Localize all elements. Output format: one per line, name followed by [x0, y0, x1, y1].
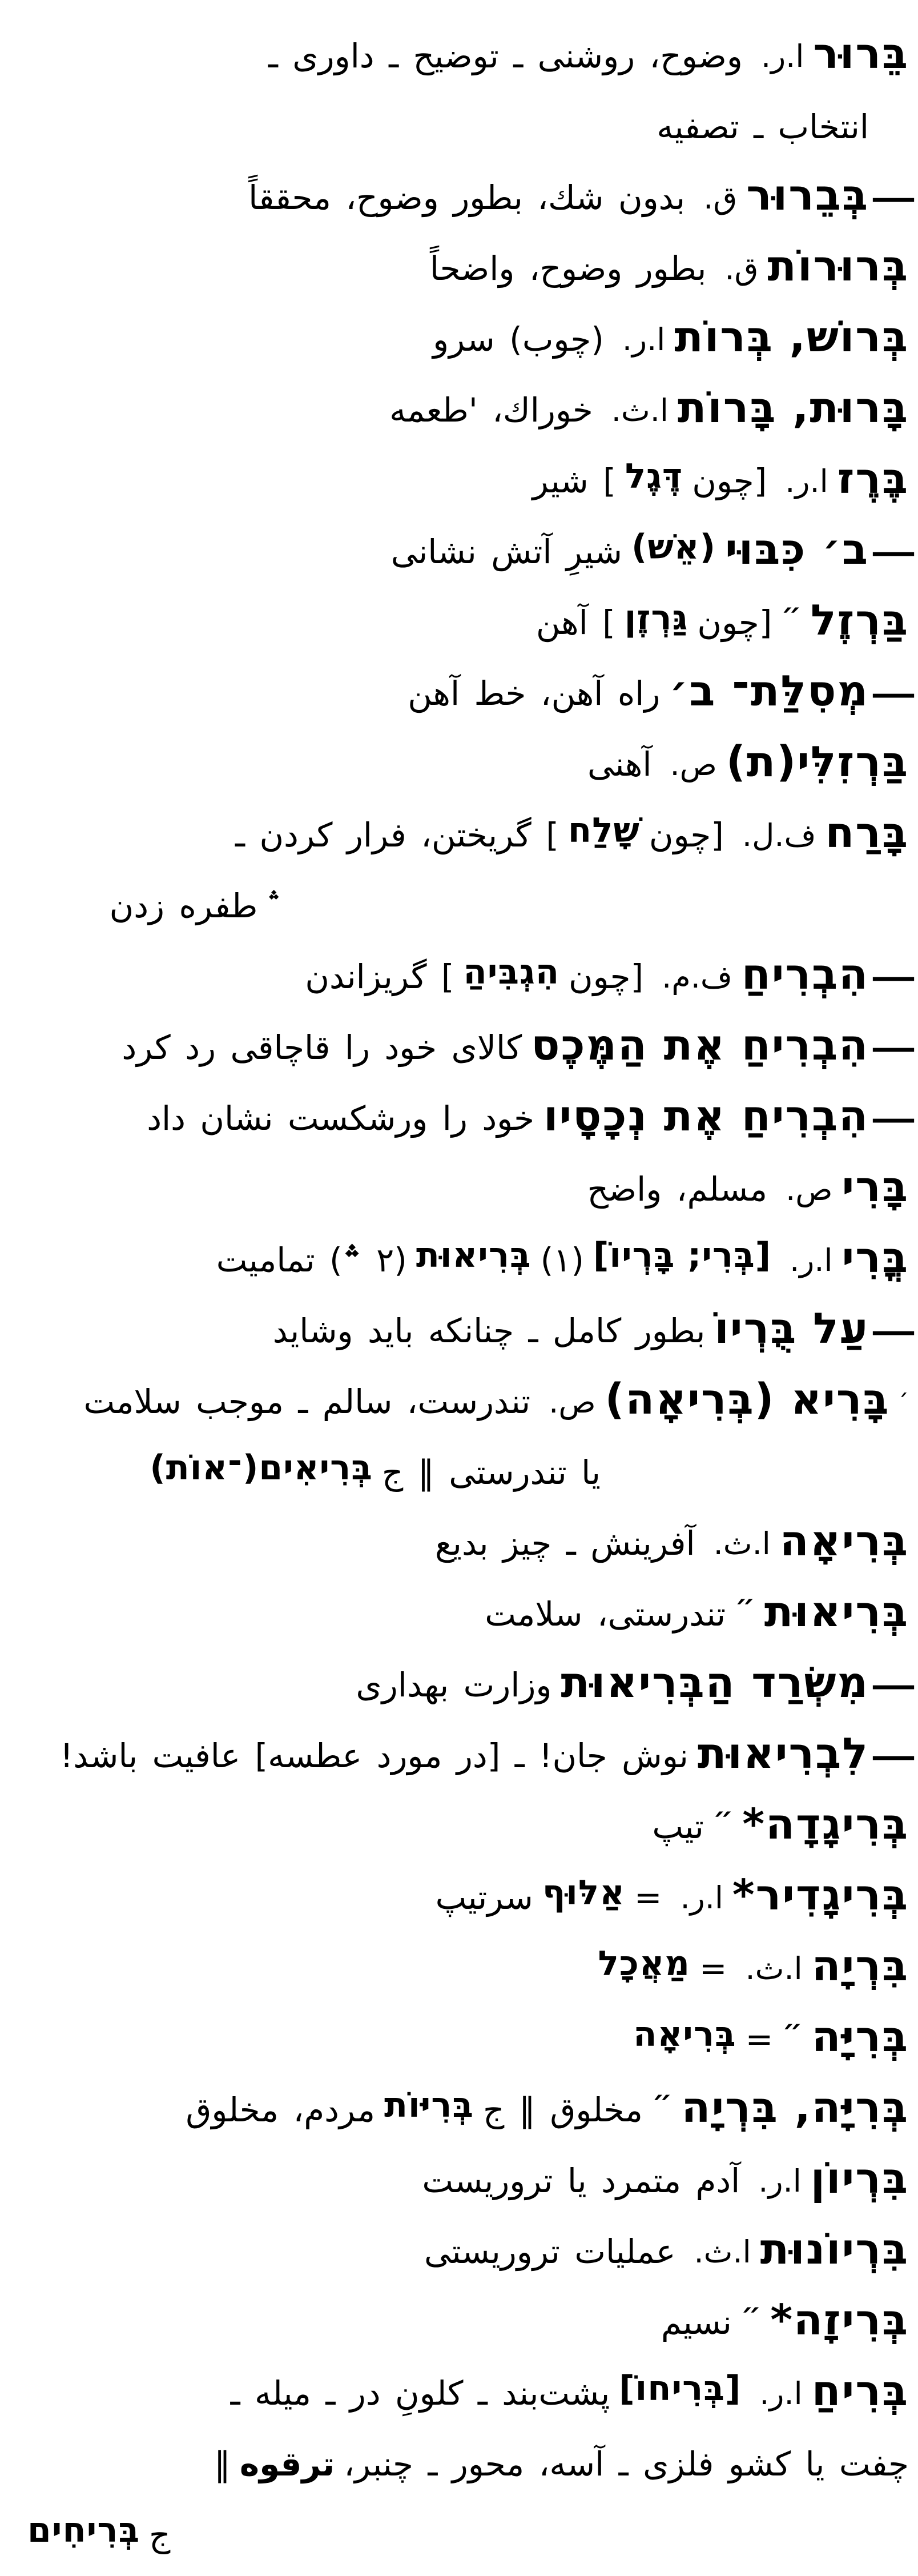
persian-text: خود را ورشكست نشان داد: [147, 1099, 534, 1138]
pos-abbreviation: ا.ر.: [758, 2162, 802, 2199]
subentry-dash: —: [870, 1313, 917, 1349]
headword: בְּרִיָּה, בִּרְיָה: [681, 2083, 909, 2132]
entry-line: [27, 21, 909, 91]
inline-hebrew: אַלּוּף: [542, 1873, 625, 1913]
persian-text: (۲ ؞) تمامیت: [216, 1241, 407, 1279]
headword: הִבְרִיחַ אֶת הַמֶּכֶס: [531, 1021, 869, 1070]
pos-abbreviation: ا.ر.: [760, 38, 804, 74]
pos-abbreviation: ف.ل.: [742, 817, 816, 853]
entry-line: [27, 446, 909, 516]
headword: הִבְרִיחַ: [741, 950, 869, 999]
inline-hebrew: (אֵשׁ): [631, 527, 716, 567]
entry-line: [27, 1154, 909, 1225]
entry-line: [27, 91, 909, 162]
headword: בְּרִיחַ: [811, 2366, 909, 2415]
inline-hebrew: שָׁלַח: [567, 810, 640, 850]
persian-text: =: [699, 1949, 727, 1988]
entry-line: [27, 516, 917, 587]
persian-text: [چون: [692, 462, 767, 500]
headword: ב׳ כִּבּוּי: [725, 525, 869, 574]
entry-line: [27, 375, 909, 446]
persian-text: پشت‌بند ـ كلونِ در ـ میله ـ: [230, 2374, 610, 2413]
subentry-dash: —: [870, 1738, 917, 1774]
persian-text: آدم متمرد یا تروریست: [422, 2161, 740, 2200]
entry-line: [27, 304, 909, 375]
persian-text: ج: [149, 2515, 171, 2554]
persian-text: [چون: [569, 957, 644, 996]
entry-line: [27, 2287, 909, 2358]
pos-abbreviation: ا.ث.: [694, 2233, 751, 2270]
subentry-dash: —: [870, 179, 917, 216]
headword: עַל בֻּרְיוֹ: [714, 1304, 869, 1353]
persian-text: سرتیپ: [435, 1878, 533, 1917]
inline-hebrew: בְּרִיאִים(־אוֹת): [150, 1448, 373, 1488]
entry-line: [27, 1862, 909, 1933]
pos-abbreviation: ا.ث.: [745, 1950, 803, 1987]
persian-text: تندرست، سالم ـ موجب سلامت: [83, 1382, 531, 1421]
inline-hebrew: גַּרְזֶן: [624, 598, 688, 638]
entry-line: [27, 233, 909, 304]
persian-text: بطور وضوح، واضحاً: [429, 249, 707, 288]
inline-hebrew: בְּרִיחִים: [27, 2510, 140, 2550]
pos-abbreviation: ق.: [724, 250, 759, 287]
headword: בְּרוּרוֹת: [767, 242, 909, 291]
headword: בִּרְיָה: [811, 1941, 909, 1991]
entry-line: [27, 729, 909, 800]
headword: בַּרְזִלִּי(ת): [726, 737, 909, 787]
entry-line: [27, 1225, 909, 1295]
headword: מִשְׂרַד הַבְּרִיאוּת: [561, 1658, 869, 1707]
entry-line: [27, 800, 909, 870]
headword: בְּרוֹשׁ, בְּרוֹת: [674, 312, 909, 362]
persian-text: مخلوق ‖ ج: [483, 2091, 643, 2129]
persian-text: كالای خود را قاچاقی رد كرد: [122, 1028, 522, 1067]
persian-text: (چوب) سرو: [433, 320, 604, 359]
inline-hebrew: [בְּרִי; בָּרְיוֹ]: [593, 1235, 772, 1275]
persian-text: مردم، مخلوق: [186, 2091, 376, 2129]
persian-text: یا تندرستی ‖ ج: [381, 1453, 601, 1492]
headword: בָּרִי: [842, 1162, 909, 1211]
persian-text: [چون: [649, 816, 724, 854]
pos-abbreviation: ص.: [786, 1171, 833, 1207]
entry-line: [27, 2499, 909, 2570]
entry-line: [27, 2216, 909, 2287]
subentry-dash: —: [870, 675, 917, 712]
entry-line: [27, 1083, 917, 1154]
headword: בְּרִיאוּת: [764, 1587, 909, 1636]
headword: מְסִלַּת־ ב׳: [669, 667, 869, 716]
subentry-dash: —: [870, 1029, 917, 1066]
persian-text: راه آهن، خط آهن: [408, 674, 661, 713]
entry-line: [27, 2004, 909, 2075]
entry-line: [27, 587, 909, 658]
inline-hebrew: בְּרִיּוֹת: [384, 2085, 474, 2125]
entry-line: [27, 2145, 909, 2216]
persian-text: ‖: [214, 2445, 231, 2483]
persian-text: ] گریختن، فرار كردن ـ: [235, 816, 559, 854]
persian-text: ] شیر: [532, 462, 616, 500]
persian-text: =: [745, 2020, 774, 2059]
entry-line: [27, 1295, 917, 1366]
persian-text: خوراك، 'طعمه: [389, 391, 593, 430]
headword: בְּרִיזָה*: [770, 2296, 909, 2345]
stress-mark: ؞: [267, 887, 281, 916]
pos-abbreviation: ص.: [549, 1383, 596, 1420]
pos-abbreviation: ص.: [670, 746, 717, 783]
ditto-mark: ״: [740, 2297, 762, 2330]
headword: בִּרְיוֹן: [810, 2154, 909, 2203]
entry-line: [27, 1437, 909, 1508]
entry-line: [27, 1650, 917, 1720]
persian-text: شیرِ آتش نشانی: [390, 532, 622, 571]
ditto-mark: ״: [781, 597, 802, 630]
inline-hebrew: הִגְבִּיהַ: [463, 952, 560, 992]
persian-text: نسیم: [661, 2303, 732, 2342]
persian-text-bold: ترقوه: [239, 2445, 335, 2483]
headword: בֵּרוּר: [813, 29, 909, 78]
inline-hebrew: מַאֲכָל: [598, 1944, 690, 1984]
entry-line: [27, 870, 909, 941]
subentry-dash: —: [870, 533, 917, 570]
headword: בְּרִיגָדָה*: [742, 1800, 909, 1849]
pos-abbreviation: ا.ث.: [611, 392, 669, 428]
entry-line: [27, 1366, 909, 1437]
pos-abbreviation: ا.ر.: [680, 1879, 723, 1916]
persian-text: مسلم، واضح: [587, 1170, 768, 1209]
pos-abbreviation: ا.ر.: [790, 1242, 833, 1278]
entry-line: [27, 1579, 909, 1650]
entry-line: [27, 1012, 917, 1083]
pos-abbreviation: ف.م.: [662, 958, 732, 995]
headword: בִּרְיוֹנוּת: [760, 2225, 909, 2274]
subentry-dash: —: [870, 1100, 917, 1137]
headword: בְּבֵרוּר: [746, 171, 869, 220]
persian-text: طفره زدن: [109, 886, 258, 925]
inline-hebrew: בְּרִיאָה: [633, 2015, 736, 2055]
persian-text: تیپ: [652, 1807, 704, 1846]
ditto-mark: ״: [735, 1588, 755, 1622]
ditto-mark: ״: [782, 2013, 803, 2047]
pos-abbreviation: ا.ر.: [759, 2375, 803, 2412]
pos-abbreviation: ا.ث.: [713, 1525, 771, 1562]
inline-hebrew: [בְּרִיחוֹ]: [619, 2369, 742, 2409]
persian-text: انتخاب ـ تصفیه: [657, 107, 869, 146]
entry-line: [27, 1791, 909, 1862]
subentry-dash: —: [870, 958, 917, 995]
persian-text: ] گریزاندن: [305, 957, 454, 996]
stress-mark: ׳: [899, 1383, 909, 1411]
persian-text: بدون شك، بطور وضوح، محققاً: [248, 178, 686, 217]
persian-text: [چون: [697, 603, 772, 642]
persian-text: آهنی: [587, 745, 652, 784]
headword: בַּרְזֶל: [810, 596, 909, 645]
headword: בֶּרֶז: [837, 454, 909, 503]
headword: בָּרִיא (בְּרִיאָה): [605, 1375, 890, 1424]
headword: לִבְרִיאוּת: [697, 1729, 869, 1778]
entry-line: [27, 1508, 909, 1579]
persian-text: وضوح، روشنی ـ توضیح ـ داوری ـ: [268, 37, 743, 75]
headword: בֳּרִי: [842, 1233, 909, 1282]
persian-text: تندرستی، سلامت: [485, 1595, 726, 1634]
persian-text: نوش جان! ـ [در مورد عطسه] عافیت باشد!: [60, 1736, 688, 1775]
inline-hebrew: דֶּגֶל: [625, 456, 683, 496]
entry-line: [27, 1720, 917, 1791]
persian-text: عملیات تروریستی: [424, 2232, 676, 2271]
headword: בָּרַח: [825, 808, 909, 857]
persian-text: (۱): [540, 1241, 584, 1279]
headword: בְּרִיָּה: [811, 2012, 909, 2061]
persian-text: =: [634, 1878, 662, 1917]
pos-abbreviation: ا.ر.: [785, 463, 828, 499]
ditto-mark: ״: [712, 1801, 734, 1834]
persian-text: ] آهن: [536, 603, 615, 642]
headword: בְּרִיאָה: [779, 1516, 909, 1566]
entry-line: [27, 2075, 909, 2145]
headword: הִבְרִיחַ אֶת נְכָסָיו: [543, 1092, 869, 1141]
entry-line: [27, 658, 917, 729]
persian-text: بطور كامل ـ چنانكه باید وشاید: [272, 1311, 706, 1350]
persian-text: چفت یا كشو فلزی ـ آسه، محور ـ چنبر،: [344, 2445, 909, 2483]
entry-line: [27, 941, 917, 1012]
subentry-dash: —: [870, 1667, 917, 1703]
entry-line: [27, 162, 917, 233]
entry-line: [27, 1933, 909, 2004]
persian-text: وزارت بهداری: [356, 1666, 552, 1704]
pos-abbreviation: ا.ر.: [622, 321, 666, 358]
entry-line: [27, 2358, 909, 2429]
entry-line: [27, 2429, 909, 2499]
headword: בְּרִיגָדִיר*: [732, 1871, 909, 1920]
persian-text: آفرینش ـ چیز بدیع: [434, 1524, 695, 1563]
inline-hebrew: בְּרִיאוּת: [416, 1235, 532, 1275]
ditto-mark: ״: [652, 2084, 673, 2117]
headword: בָּרוּת, בָּרוֹת: [677, 383, 909, 432]
pos-abbreviation: ق.: [703, 179, 738, 216]
